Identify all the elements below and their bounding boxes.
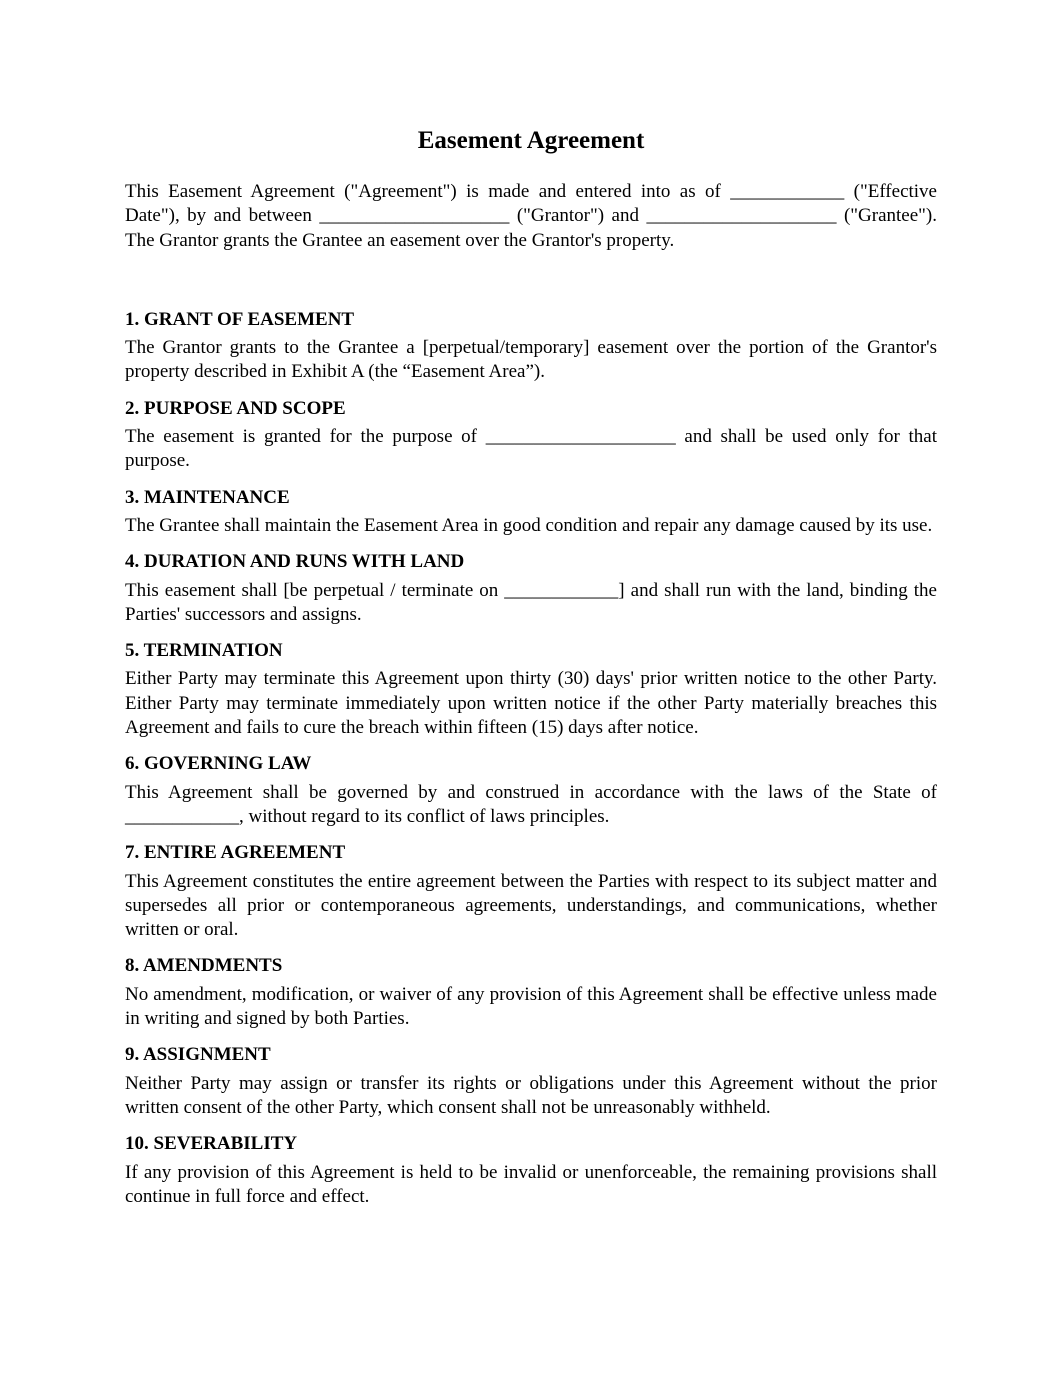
section-governing-law: [125, 752, 937, 829]
section-body: The easement is granted for the purpose of ____________________ and shall be used only for that purpose.: [125, 426, 937, 472]
section-body: No amendment, modification, or waiver of any provision of this Agreement shall be effective unless made in writing and signed by both Parties.: [125, 983, 937, 1030]
section-body: If any provision of this Agreement is held to be invalid or unenforceable, the remaining provisions shall continue in full force and effect.: [125, 1161, 937, 1207]
section-heading: 10. SEVERABILITY: [125, 1133, 298, 1155]
section-heading: 2. PURPOSE AND SCOPE: [125, 397, 346, 419]
section-heading: 8. AMENDMENTS: [125, 955, 283, 977]
section-heading: 5. TERMINATION: [125, 640, 283, 662]
section-body: The Grantee shall maintain the Easement Area in good condition and repair any damage caused by its use.: [125, 514, 933, 536]
section-heading: 7. ENTIRE AGREEMENT: [125, 842, 346, 864]
section-body: This Agreement constitutes the entire agreement between the Parties with respect to its subject matter and supersedes all prior or contemporaneous agreements, understandings, and communications, whether written or oral.: [125, 870, 937, 941]
section-severability: [125, 1132, 937, 1209]
section-heading: 1. GRANT OF EASEMENT: [125, 308, 355, 330]
section-termination: [125, 639, 937, 740]
section-entire-agreement: [125, 841, 937, 942]
section-purpose-and-scope: [125, 397, 937, 474]
section-heading: 9. ASSIGNMENT: [125, 1044, 271, 1066]
section-duration-and-runs-with-land: [125, 550, 937, 627]
section-maintenance: [125, 486, 937, 539]
section-heading: 3. MAINTENANCE: [125, 486, 290, 508]
document-title: Easement Agreement: [417, 127, 645, 154]
section-heading: 6. GOVERNING LAW: [125, 753, 312, 775]
section-body: Neither Party may assign or transfer its rights or obligations under this Agreement without the prior written consent of the other Party, which consent shall not be unreasonably withheld.: [125, 1072, 937, 1118]
document-body: [125, 180, 937, 1221]
section-body: This Agreement shall be governed by and construed in accordance with the laws of the State of ____________, without regard to its conflict of laws principles.: [125, 781, 937, 827]
section-assignment: [125, 1043, 937, 1120]
intro-paragraph: This Easement Agreement ("Agreement") is made and entered into as of ____________ ("Effective Date"), by and between ____________________ ("Grantor") and ____________________ ("Grantee"). The Grantor grants the Grantee an easement over the Grantor's property.: [125, 181, 937, 251]
section-body: This easement shall [be perpetual / terminate on ____________] and shall run with the land, binding the Parties' successors and assigns.: [125, 579, 937, 625]
section-grant-of-easement: [125, 308, 937, 385]
section-heading: 4. DURATION AND RUNS WITH LAND: [125, 551, 465, 573]
section-amendments: [125, 954, 937, 1031]
section-body: The Grantor grants to the Grantee a [perpetual/temporary] easement over the portion of the Grantor's property described in Exhibit A (the “Easement Area”).: [125, 337, 937, 383]
section-body: Either Party may terminate this Agreement upon thirty (30) days' prior written notice to the other Party. Either Party may terminate immediately upon written notice if the other Party materially breaches this Agreement and fails to cure the breach within fifteen (15) days after notice.: [125, 668, 937, 739]
